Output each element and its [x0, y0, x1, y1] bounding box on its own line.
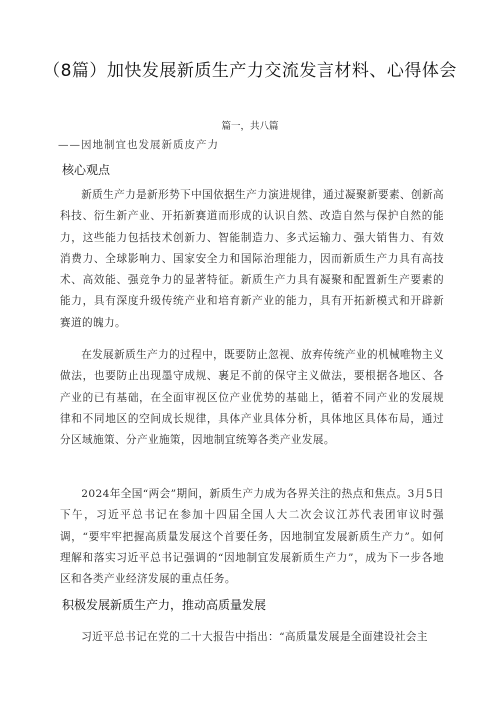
section-heading-core-views: 核心观点: [62, 163, 111, 177]
paragraph-4: 习近平总书记在党的二十大报告中指出：“高质量发展是全面建设社会主: [81, 631, 428, 643]
section-heading-high-quality: 积极发展新质生产力，推动高质量发展: [62, 598, 267, 612]
document-title: （8篇）加快发展新质生产力交流发言材料、心得体会: [43, 61, 457, 81]
subtitle: ——因地制宜也发展新质皮产力: [58, 139, 219, 151]
paragraph-1: 新质生产力是新形势下中国依据生产力演进规律，通过凝聚新要素、创新高科技、衍生新产业、开拓新赛道而形成的认识自然、改造自然与保护自然的能力，这些能力包括技术创新力、智能制造力、多式运输力、强大销售力、有效消费力、全球影响力、国家安全力和国际治理能力，因而新质生产力具有高技术、高效能、强竞争力的显著特征。新质生产力具有凝聚和配置新生产要素的能力，具有深度升级传统产业和培育新产业的能力，具有开拓新模式和开辟新赛道的魄力。: [60, 189, 444, 329]
paragraph-3: 2024年全国“两会”期间，新质生产力成为各界关注的热点和焦点。3月5日下午，习近平总书记在参加十四届全国人大二次会议江苏代表团审议时强调，“要牢牢把握高质量发展这个首要任务，因地制宜发展新质生产力”。如何理解和落实习近平总书记强调的“因地制宜发展新质生产力”，成为下一步各地区和各类产业经济发展的重点任务。: [60, 488, 444, 586]
part-label: 篇一，共八篇: [221, 121, 279, 132]
paragraph-2: 在发展新质生产力的过程中，既要防止忽视、放弃传统产业的机械唯物主义做法，也要防止出现墨守成规、裹足不前的保守主义做法，要根据各地区、各产业的已有基础，在全面审视区位产业优势的基础上，循着不同产业的发展规律和不同地区的空间成长规律，具体产业具体分析，具体地区具体布局，通过分区域施策、分产业施策，因地制宜统筹各类产业发展。: [60, 349, 444, 447]
